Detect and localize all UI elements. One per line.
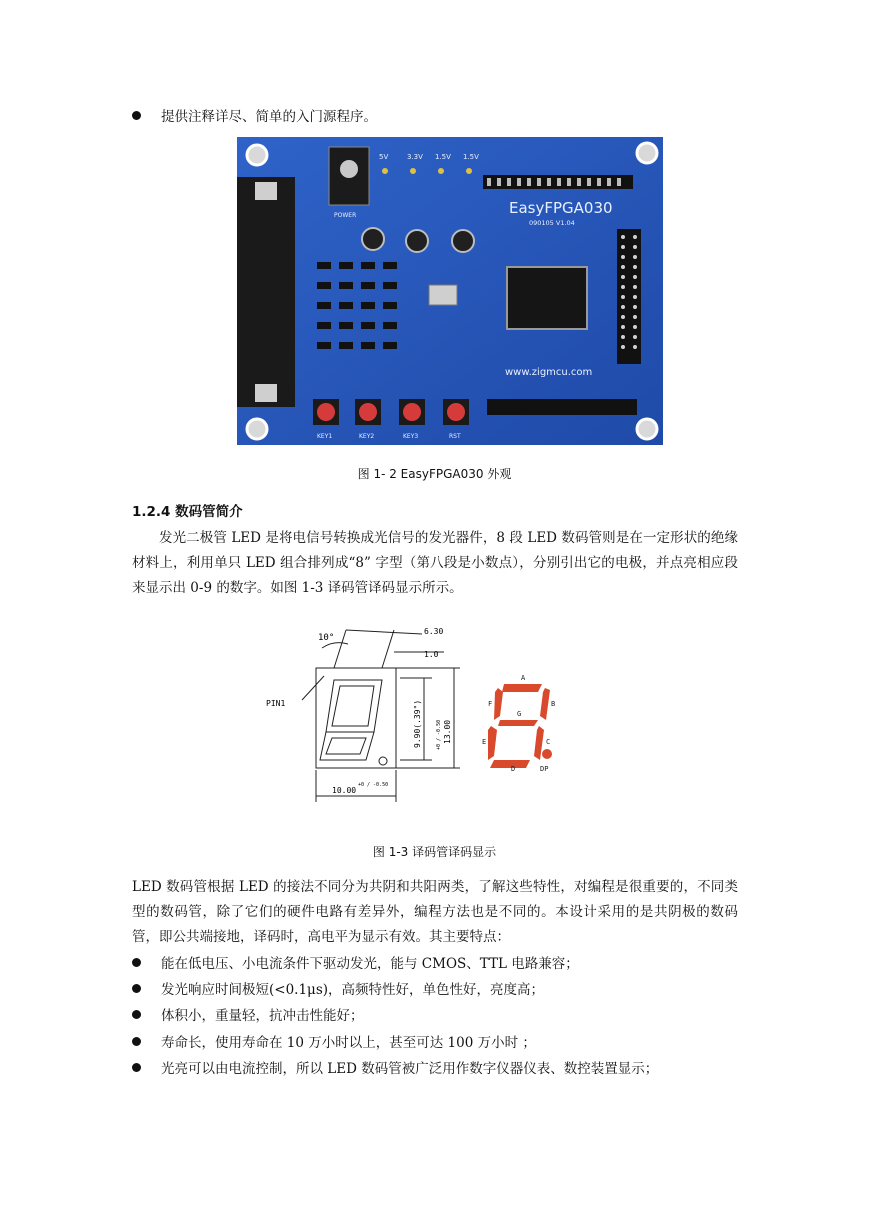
segment-a [502, 684, 542, 692]
segment-label-d: D [511, 765, 516, 773]
segment-dp [542, 749, 552, 759]
section-heading: 1.2.4 数码管简介 [132, 504, 243, 520]
segment-label-dp: DP [540, 765, 549, 773]
voltage-3v3: 3.3V [407, 153, 423, 161]
feature-item [132, 1006, 364, 1026]
bullet-dot [132, 984, 141, 993]
segment-label-c: C [546, 738, 551, 746]
feature-item [132, 1033, 536, 1053]
feature-text: 体积小，重量轻，抗冲击性能好； [161, 1008, 364, 1024]
voltage-1v5-b: 1.5V [463, 153, 479, 161]
dim-outer-height: 13.00 [443, 719, 452, 744]
bullet-dot [132, 1037, 141, 1046]
segment-label-g: G [517, 710, 522, 718]
feature-item [132, 1059, 658, 1079]
feature-text: 发光响应时间极短(<0.1μs)，高频特性好，单色性好，亮度高； [161, 982, 545, 998]
seven-segment-display [488, 684, 552, 768]
segment-label-e: E [482, 738, 487, 746]
dim-top: 6.30 [424, 627, 444, 636]
board-model: EasyFPGA030 [509, 199, 613, 217]
bullet-dot [132, 1063, 141, 1072]
easyfpga030-board-photo [237, 137, 663, 445]
feature-text: 能在低电压、小电流条件下驱动发光，能与 CMOS、TTL 电路兼容； [161, 956, 579, 972]
segment-e [488, 726, 497, 760]
segment-b [540, 688, 550, 720]
board-website: www.zigmcu.com [505, 367, 593, 378]
figure-1-3-caption: 图 1-3 译码管译码显示 [372, 845, 497, 859]
intro-paragraph: 发光二极管 LED 是将电信号转换成光信号的发光器件，8 段 LED 数码管则是在一定形状的绝缘材料上，利用单只 LED 组合排列成“8” 字型（第八段是小数点），分别引出它的电极，并点亮相应段来显示出 0-9 的数字。如图 1-3 译码管译码显示所示。 [132, 530, 738, 596]
dim-width: 10.00 [332, 786, 357, 795]
feature-item [132, 954, 579, 974]
dim-angle: 10° [318, 633, 335, 643]
figure-1-2-caption: 图 1- 2 EasyFPGA030 外观 [357, 467, 512, 481]
dim-inner-height: 9.90(.39") [413, 699, 422, 748]
segment-f [494, 688, 503, 720]
board-version: 090105 V1.04 [529, 219, 575, 227]
dim-width-tol: +0 / -0.50 [358, 782, 389, 788]
dim-outer-height-tol: +0 / -0.50 [436, 719, 442, 750]
key2-label: KEY2 [359, 433, 375, 440]
led-types-paragraph: LED 数码管根据 LED 的接法不同分为共阴和共阳两类，了解这些特性，对编程是很重要的，不同类型的数码管，除了它们的硬件电路有差异外，编程方法也是不同的。本设计采用的是共阴极的数码管，即公共端接地，译码时，高电平为显示有效。其主要特点： [132, 879, 738, 945]
rst-label: RST [449, 433, 461, 440]
dim-segment: 1.0 [424, 650, 439, 659]
voltage-5v: 5V [379, 153, 389, 161]
segment-d [490, 760, 530, 768]
key3-label: KEY3 [403, 433, 419, 440]
bullet-text: 提供注释详尽、简单的入门源程序。 [161, 109, 377, 125]
bullet-dot [132, 958, 141, 967]
power-label: POWER [334, 212, 357, 219]
feature-item [132, 980, 544, 1000]
segment-label-a: A [521, 674, 526, 682]
key1-label: KEY1 [317, 433, 333, 440]
bullet-dot [132, 111, 141, 120]
feature-text: 光亮可以由电流控制，所以 LED 数码管被广泛用作数字仪器仪表、数控装置显示； [161, 1061, 659, 1077]
segment-g [498, 720, 538, 726]
bullet-dot [132, 1010, 141, 1019]
voltage-1v5-a: 1.5V [435, 153, 451, 161]
feature-text: 寿命长，使用寿命在 10 万小时以上，甚至可达 100 万小时 ； [161, 1035, 536, 1051]
segment-label-f: F [488, 700, 493, 708]
segment-label-b: B [551, 700, 556, 708]
pin-label: PIN1 [266, 699, 286, 708]
seven-segment-diagram [262, 620, 572, 810]
bullet-intro-program [132, 107, 377, 127]
